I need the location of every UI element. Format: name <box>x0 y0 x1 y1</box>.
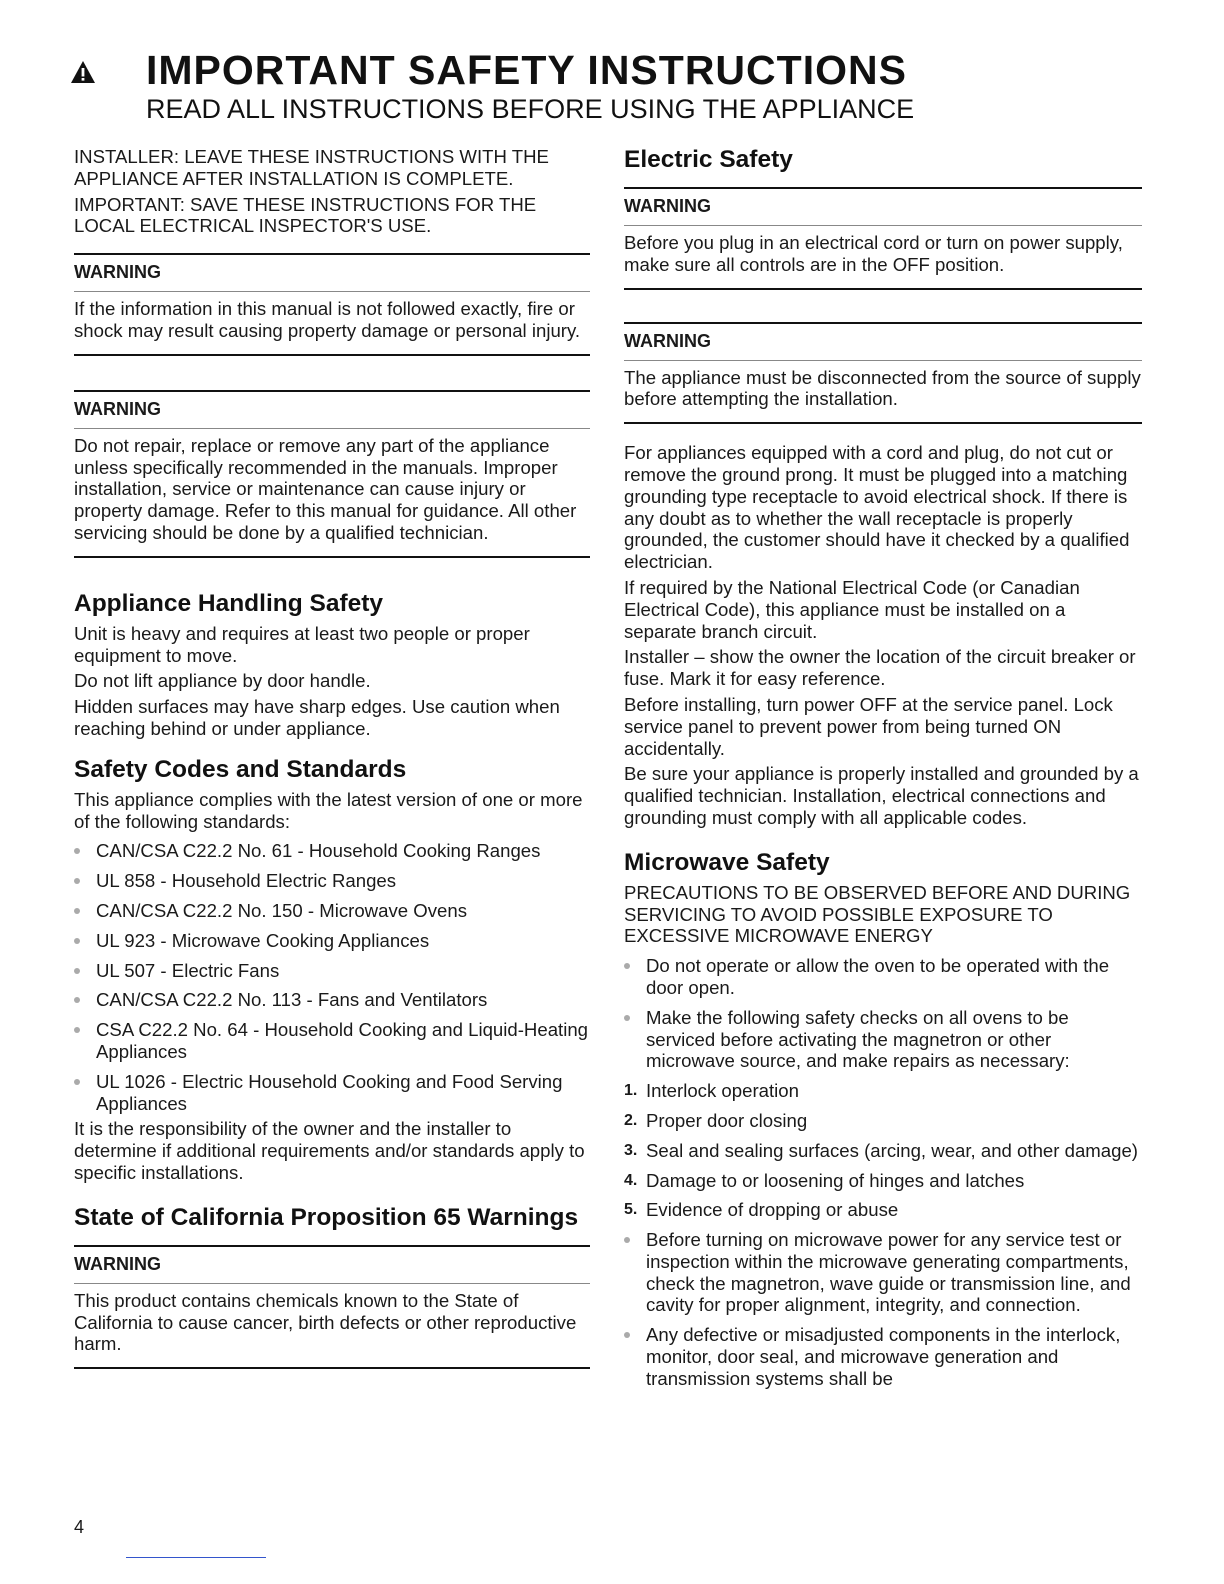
warning-text: Before you plug in an electrical cord or turn on power supply, make sure all controls are in the OFF position. <box>624 232 1123 275</box>
warning-box <box>74 253 590 356</box>
microwave-bullets <box>624 1229 1142 1390</box>
list-item: Do not operate or allow the oven to be operated with the door open. <box>624 955 1142 999</box>
standards-list <box>74 840 590 1114</box>
list-item: UL 923 - Microwave Cooking Appliances <box>74 930 590 952</box>
footer-divider <box>126 1557 266 1558</box>
microwave-bullets <box>624 955 1142 1072</box>
section-heading-electric: Electric Safety <box>624 146 793 173</box>
right-column <box>624 146 1142 1398</box>
intro-paragraph: INSTALLER: LEAVE THESE INSTRUCTIONS WITH THE APPLIANCE AFTER INSTALLATION IS COMPLETE. <box>74 146 549 189</box>
list-item: 2. Proper door closing <box>624 1109 808 1131</box>
handling-paragraph: Do not lift appliance by door handle. <box>74 670 371 692</box>
list-item: UL 858 - Household Electric Ranges <box>74 870 590 892</box>
warning-box <box>74 1245 590 1369</box>
warning-text: If the information in this manual is not followed exactly, fire or shock may result causing property damage or personal injury. <box>74 298 581 341</box>
list-item: Make the following safety checks on all ovens to be serviced before activating the magnetron or other microwave source, and make repairs as necessary: <box>624 1007 1142 1072</box>
page-header <box>70 48 1170 124</box>
warning-box <box>624 187 1142 290</box>
warning-label: WARNING <box>74 392 590 429</box>
installer-intro <box>74 146 590 237</box>
left-column <box>74 146 590 1369</box>
list-item: CAN/CSA C22.2 No. 113 - Fans and Ventilators <box>74 989 590 1011</box>
handling-paragraph: Hidden surfaces may have sharp edges. Use caution when reaching behind or under appliance. <box>74 696 560 739</box>
electric-paragraph: If required by the National Electrical Code (or Canadian Electrical Code), this appliance must be installed on a separate branch circuit. <box>624 576 1080 642</box>
list-item: CAN/CSA C22.2 No. 150 - Microwave Ovens <box>74 900 590 922</box>
electric-paragraphs <box>624 442 1142 829</box>
section-heading-microwave: Microwave Safety <box>624 848 830 876</box>
intro-paragraph: IMPORTANT: SAVE THESE INSTRUCTIONS FOR THE LOCAL ELECTRICAL INSPECTOR'S USE. <box>74 193 537 237</box>
list-item: 4. Damage to or loosening of hinges and latches <box>624 1169 1025 1191</box>
list-item: UL 1026 - Electric Household Cooking and Food Serving Appliances <box>74 1071 590 1115</box>
codes-closing: It is the responsibility of the owner and the installer to determine if additional requirements and/or standards apply to specific installations. <box>74 1118 585 1183</box>
microwave-intro: PRECAUTIONS TO BE OBSERVED BEFORE AND DURING SERVICING TO AVOID POSSIBLE EXPOSURE TO EXCESSIVE MICROWAVE ENERGY <box>624 881 1131 947</box>
warning-box <box>74 390 590 558</box>
list-item: UL 507 - Electric Fans <box>74 960 590 982</box>
warning-box <box>624 322 1142 425</box>
warning-text: This product contains chemicals known to the State of California to cause cancer, birth defects or other reproductive harm. <box>74 1289 577 1355</box>
page-title: IMPORTANT SAFETY INSTRUCTIONS <box>146 47 907 93</box>
section-heading-prop65: State of California Proposition 65 Warnings <box>74 1203 579 1231</box>
list-item: 5. Evidence of dropping or abuse <box>624 1199 899 1221</box>
electric-paragraph: Be sure your appliance is properly installed and grounded by a qualified technician. Installation, electrical connections and grounding must comply with all applicable codes. <box>624 763 1139 828</box>
warning-text: Do not repair, replace or remove any part of the appliance unless specifically recommended in the manuals. Improper installation, service or maintenance can cause injury or property damage. Refer to this manual for guidance. All other servicing should be done by a qualified technician. <box>74 434 577 543</box>
warning-label: WARNING <box>624 189 1142 226</box>
list-item: 3. Seal and sealing surfaces (arcing, wear, and other damage) <box>624 1139 1138 1161</box>
handling-paragraph: Unit is heavy and requires at least two people or proper equipment to move. <box>74 622 530 666</box>
list-item: CSA C22.2 No. 64 - Household Cooking and Liquid-Heating Appliances <box>74 1019 590 1063</box>
page-subtitle: READ ALL INSTRUCTIONS BEFORE USING THE APPLIANCE <box>146 94 915 124</box>
warning-label: WARNING <box>624 324 1142 361</box>
electric-paragraph: Before installing, turn power OFF at the service panel. Lock service panel to prevent power from being turned ON accidentally. <box>624 693 1113 759</box>
list-item: CAN/CSA C22.2 No. 61 - Household Cooking Ranges <box>74 840 590 862</box>
section-heading-handling: Appliance Handling Safety <box>74 589 384 617</box>
warning-label: WARNING <box>74 1247 590 1284</box>
warning-label: WARNING <box>74 255 590 292</box>
codes-intro: This appliance complies with the latest version of one or more of the following standards: <box>74 788 583 832</box>
list-item: Before turning on microwave power for any service test or inspection within the microwave generating compartments, check the magnetron, wave guide or transmission line, and cavity for proper alignment, integrity, and connection. <box>624 1229 1142 1316</box>
safety-check-list <box>624 1080 1142 1221</box>
list-item: Any defective or misadjusted components in the interlock, monitor, door seal, and microwave generation and transmission systems shall be <box>624 1324 1142 1389</box>
electric-paragraph: Installer – show the owner the location of the circuit breaker or fuse. Mark it for easy reference. <box>624 646 1136 690</box>
electric-paragraph: For appliances equipped with a cord and plug, do not cut or remove the ground prong. It must be plugged into a matching grounding type receptacle to avoid electrical shock. If there is any doubt as to whether the wall receptacle is properly grounded, the customer should have it checked by a qualified electrician. <box>624 442 1130 573</box>
section-heading-codes: Safety Codes and Standards <box>74 755 407 783</box>
list-item: 1. Interlock operation <box>624 1080 799 1102</box>
page-number: 4 <box>74 1517 85 1537</box>
warning-text: The appliance must be disconnected from the source of supply before attempting the installation. <box>624 366 1141 410</box>
warning-triangle-icon <box>70 60 96 84</box>
